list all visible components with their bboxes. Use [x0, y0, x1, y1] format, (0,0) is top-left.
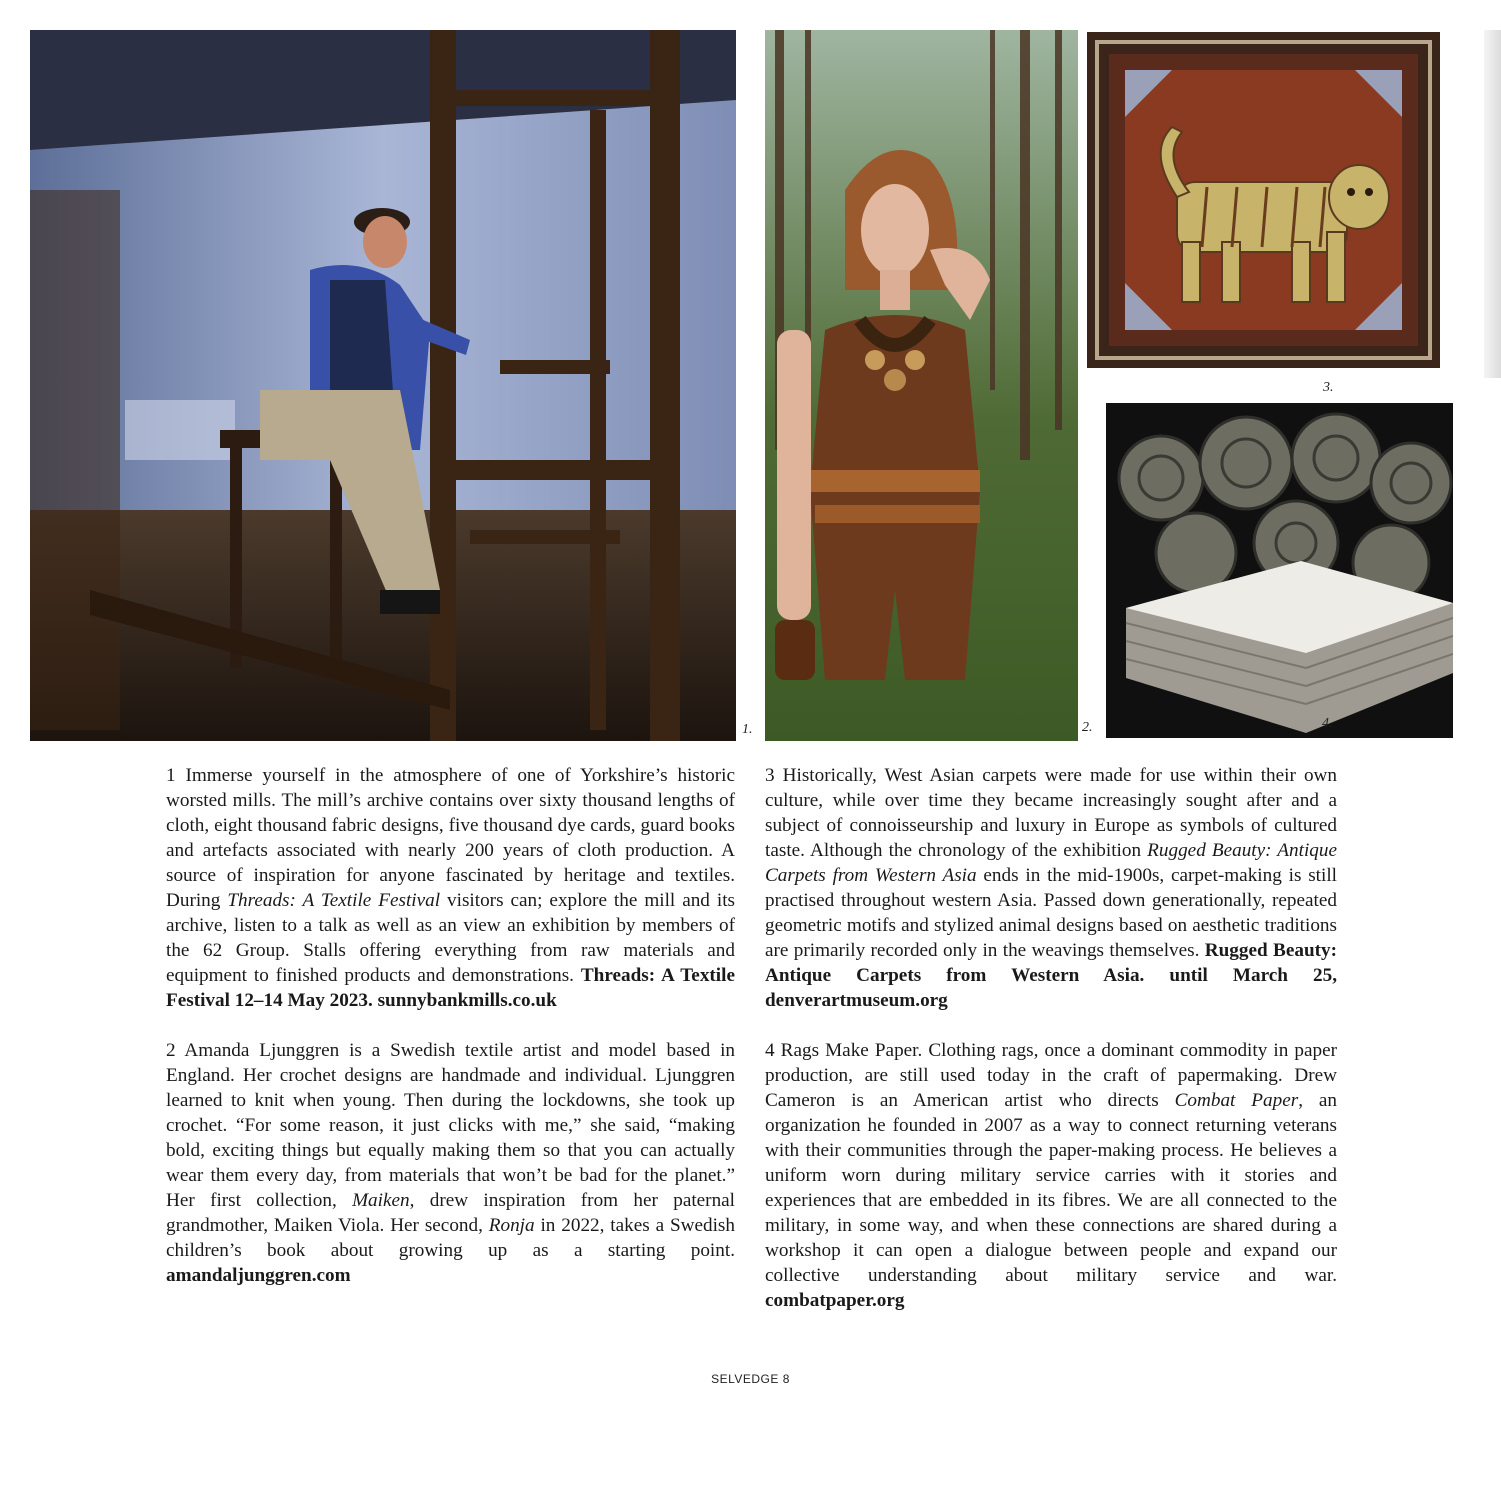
- item-2-website-link[interactable]: amandaljunggren.com: [166, 1265, 351, 1286]
- weaver-at-loom-photo: [30, 30, 736, 741]
- item-3-text: 3 Historically, West Asian carpets were made for use within their own culture, while over time they became increasingly sought after and a subject of connoisseurship and luxury in Europe as symbols of cultured taste. Although the chronology of the exhibition Rugged Beauty: Antique Carpets from Western Asia ends in the mid-1900s, carpet-making is still practised throughout western Asia. Passed down generationally, repeated geometric motifs and stylized animal designs based on aesthetic traditions are primarily recorded only in the weavings themselves. Rugged Beauty: Antique Carpets from Western Asia. until March 25, denverartmuseum.org: [765, 765, 1338, 1011]
- item-1-event-link[interactable]: Threads: A Textile Festival 12–14 May 2023. sunnybankmills.co.uk: [166, 965, 735, 1011]
- item-1-text: 1 Immerse yourself in the atmosphere of one of Yorkshire’s historic worsted mills. The mill’s archive contains over sixty thousand lengths of cloth, eight thousand fabric designs, five thousand dye cards, guard books and artefacts associated with nearly 200 years of cloth production. A source of inspiration for anyone fascinated by heritage and textiles. During Threads: A Textile Festival visitors can; explore the mill and its archive, listen to a talk as well as an view an exhibition by members of the 62 Group. Stalls offering everything from raw materials and equipment to finished products and demonstrations. Threads: A Textile Festival 12–14 May 2023. sunnybankmills.co.uk: [166, 765, 735, 1011]
- tiger-carpet-photo: [1087, 32, 1440, 368]
- adjacent-page-edge: [1484, 30, 1501, 378]
- right-text-column: [765, 763, 1337, 1338]
- photo-4-caption: 4.: [1322, 716, 1333, 731]
- paper-stack-and-rags-photo: [1106, 403, 1453, 738]
- left-text-column: [166, 763, 735, 1313]
- model-in-crochet-playsuit-photo: [765, 30, 1078, 741]
- item-4-text: 4 Rags Make Paper. Clothing rags, once a dominant commodity in paper production, are still used today in the craft of papermaking. Drew Cameron is an American artist who directs Combat Paper, an organization he founded in 2007 as a way to connect returning veterans with their communities through the paper-making process. He believes a uniform worn during military service carries with it stories and experiences that are embedded in its fibres. We are all connected to the military, in some way, and when these connections are shared during a workshop it can open a dialogue between people and expand our collective understanding about military service and war. combatpaper.org: [765, 1040, 1337, 1311]
- page-folio: SELVEDGE 8: [711, 1372, 790, 1386]
- photo-2-caption: 2.: [1082, 720, 1093, 735]
- item-2-text: 2 Amanda Ljunggren is a Swedish textile artist and model based in England. Her crochet designs are handmade and individual. Ljunggren learned to knit when young. Then during the lockdowns, she took up crochet. “For some reason, it just clicks with me,” she said, “making bold, exciting things but equally making them so that you can actually wear them every day, from materials that won’t be bad for the planet.” Her first collection, Maiken, drew inspiration from her paternal grandmother, Maiken Viola. Her second, Ronja in 2022, takes a Swedish children’s book about growing up as a starting point. amandaljunggren.com: [166, 1040, 736, 1286]
- item-4-website-link[interactable]: combatpaper.org: [765, 1290, 905, 1311]
- photo-3-caption: 3.: [1323, 380, 1334, 395]
- photo-1-caption: 1.: [742, 722, 753, 737]
- item-3-exhibition-link[interactable]: Rugged Beauty: Antique Carpets from Western Asia. until March 25, denverartmuseum.org: [765, 940, 1337, 1011]
